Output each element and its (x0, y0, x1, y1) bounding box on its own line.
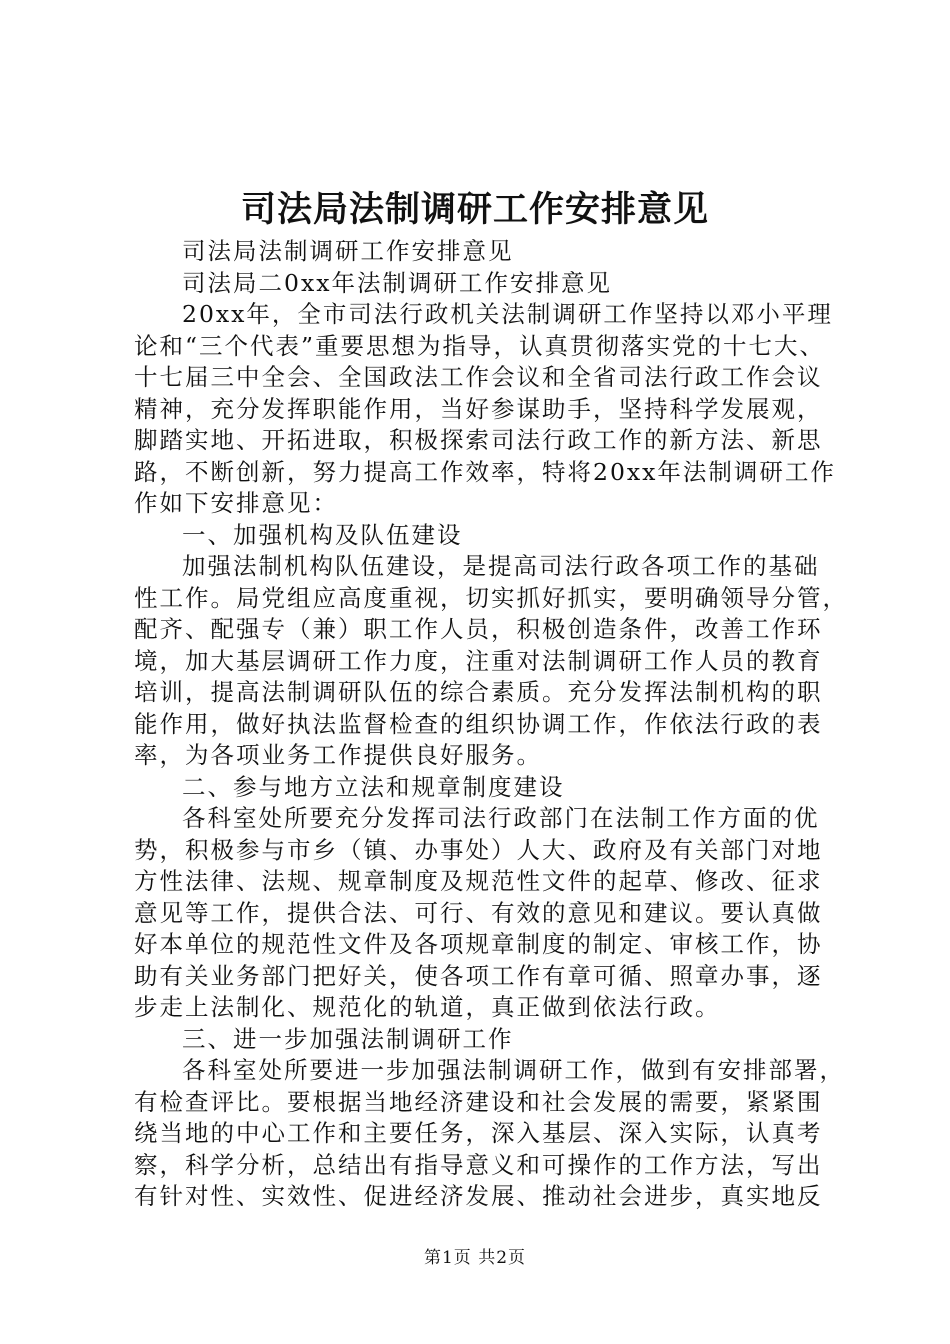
text-line: 路，不断创新，努力提高工作效率，特将20xx年法制调研工作 (134, 457, 836, 486)
text-line: 精神，充分发挥职能作用，当好参谋助手，坚持科学发展观， (134, 394, 823, 423)
text-line: 作如下安排意见： (134, 489, 338, 517)
text-line: 各科室处所要进一步加强法制调研工作，做到有安排部署， (182, 1056, 845, 1084)
text-line: 有针对性、实效性、促进经济发展、推动社会进步，真实地反 (134, 1182, 823, 1210)
text-line: 境，加大基层调研工作力度，注重对法制调研工作人员的教育 (134, 646, 823, 675)
text-line: 能作用，做好执法监督检查的组织协调工作，作依法行政的表 (134, 709, 823, 738)
text-line: 性工作。局党组应高度重视，切实抓好抓实，要明确领导分管， (134, 583, 848, 612)
page-footer: 第1页 共2页 (423, 1248, 527, 1268)
text-line: 一、加强机构及队伍建设 (182, 520, 463, 549)
text-line: 二、参与地方立法和规章制度建设 (182, 772, 565, 801)
text-line: 十七届三中全会、全国政法工作会议和全省司法行政工作会议 (134, 363, 823, 391)
text-line: 率，为各项业务工作提供良好服务。 (134, 741, 542, 769)
text-line: 20xx年，全市司法行政机关法制调研工作坚持以邓小平理 (182, 300, 833, 328)
text-line: 有检查评比。要根据当地经济建设和社会发展的需要，紧紧围 (134, 1087, 823, 1116)
text-line: 意见等工作，提供合法、可行、有效的意见和建议。要认真做 (134, 898, 823, 927)
text-line: 步走上法制化、规范化的轨道，真正做到依法行政。 (134, 993, 721, 1021)
text-line: 绕当地的中心工作和主要任务，深入基层、深入实际，认真考 (134, 1119, 823, 1147)
text-line: 加强法制机构队伍建设，是提高司法行政各项工作的基础 (182, 552, 820, 580)
text-line: 势，积极参与市乡（镇、办事处）人大、政府及有关部门对地 (134, 835, 823, 864)
text-line: 察，科学分析，总结出有指导意义和可操作的工作方法，写出 (134, 1150, 823, 1179)
text-line: 好本单位的规范性文件及各项规章制度的制定、审核工作，协 (134, 930, 823, 958)
text-line: 各科室处所要充分发挥司法行政部门在法制工作方面的优 (182, 804, 820, 832)
document-title: 司法局法制调研工作安排意见 (240, 189, 709, 230)
text-line: 助有关业务部门把好关，使各项工作有章可循、照章办事，逐 (134, 961, 823, 990)
text-line: 三、进一步加强法制调研工作 (182, 1024, 514, 1053)
text-line: 脚踏实地、开拓进取，积极探索司法行政工作的新方法、新思 (134, 426, 823, 454)
text-line: 论和“三个代表”重要思想为指导，认真贯彻落实党的十七大、 (134, 331, 826, 360)
text-line: 配齐、配强专（兼）职工作人员，积极创造条件，改善工作环 (134, 615, 823, 643)
text-line: 培训，提高法制调研队伍的综合素质。充分发挥法制机构的职 (134, 678, 823, 706)
text-line: 司法局法制调研工作安排意见 (182, 237, 514, 265)
document-body (134, 236, 848, 1213)
text-line: 司法局二0xx年法制调研工作安排意见 (182, 268, 612, 297)
text-line: 方性法律、法规、规章制度及规范性文件的起草、修改、征求 (134, 867, 823, 895)
